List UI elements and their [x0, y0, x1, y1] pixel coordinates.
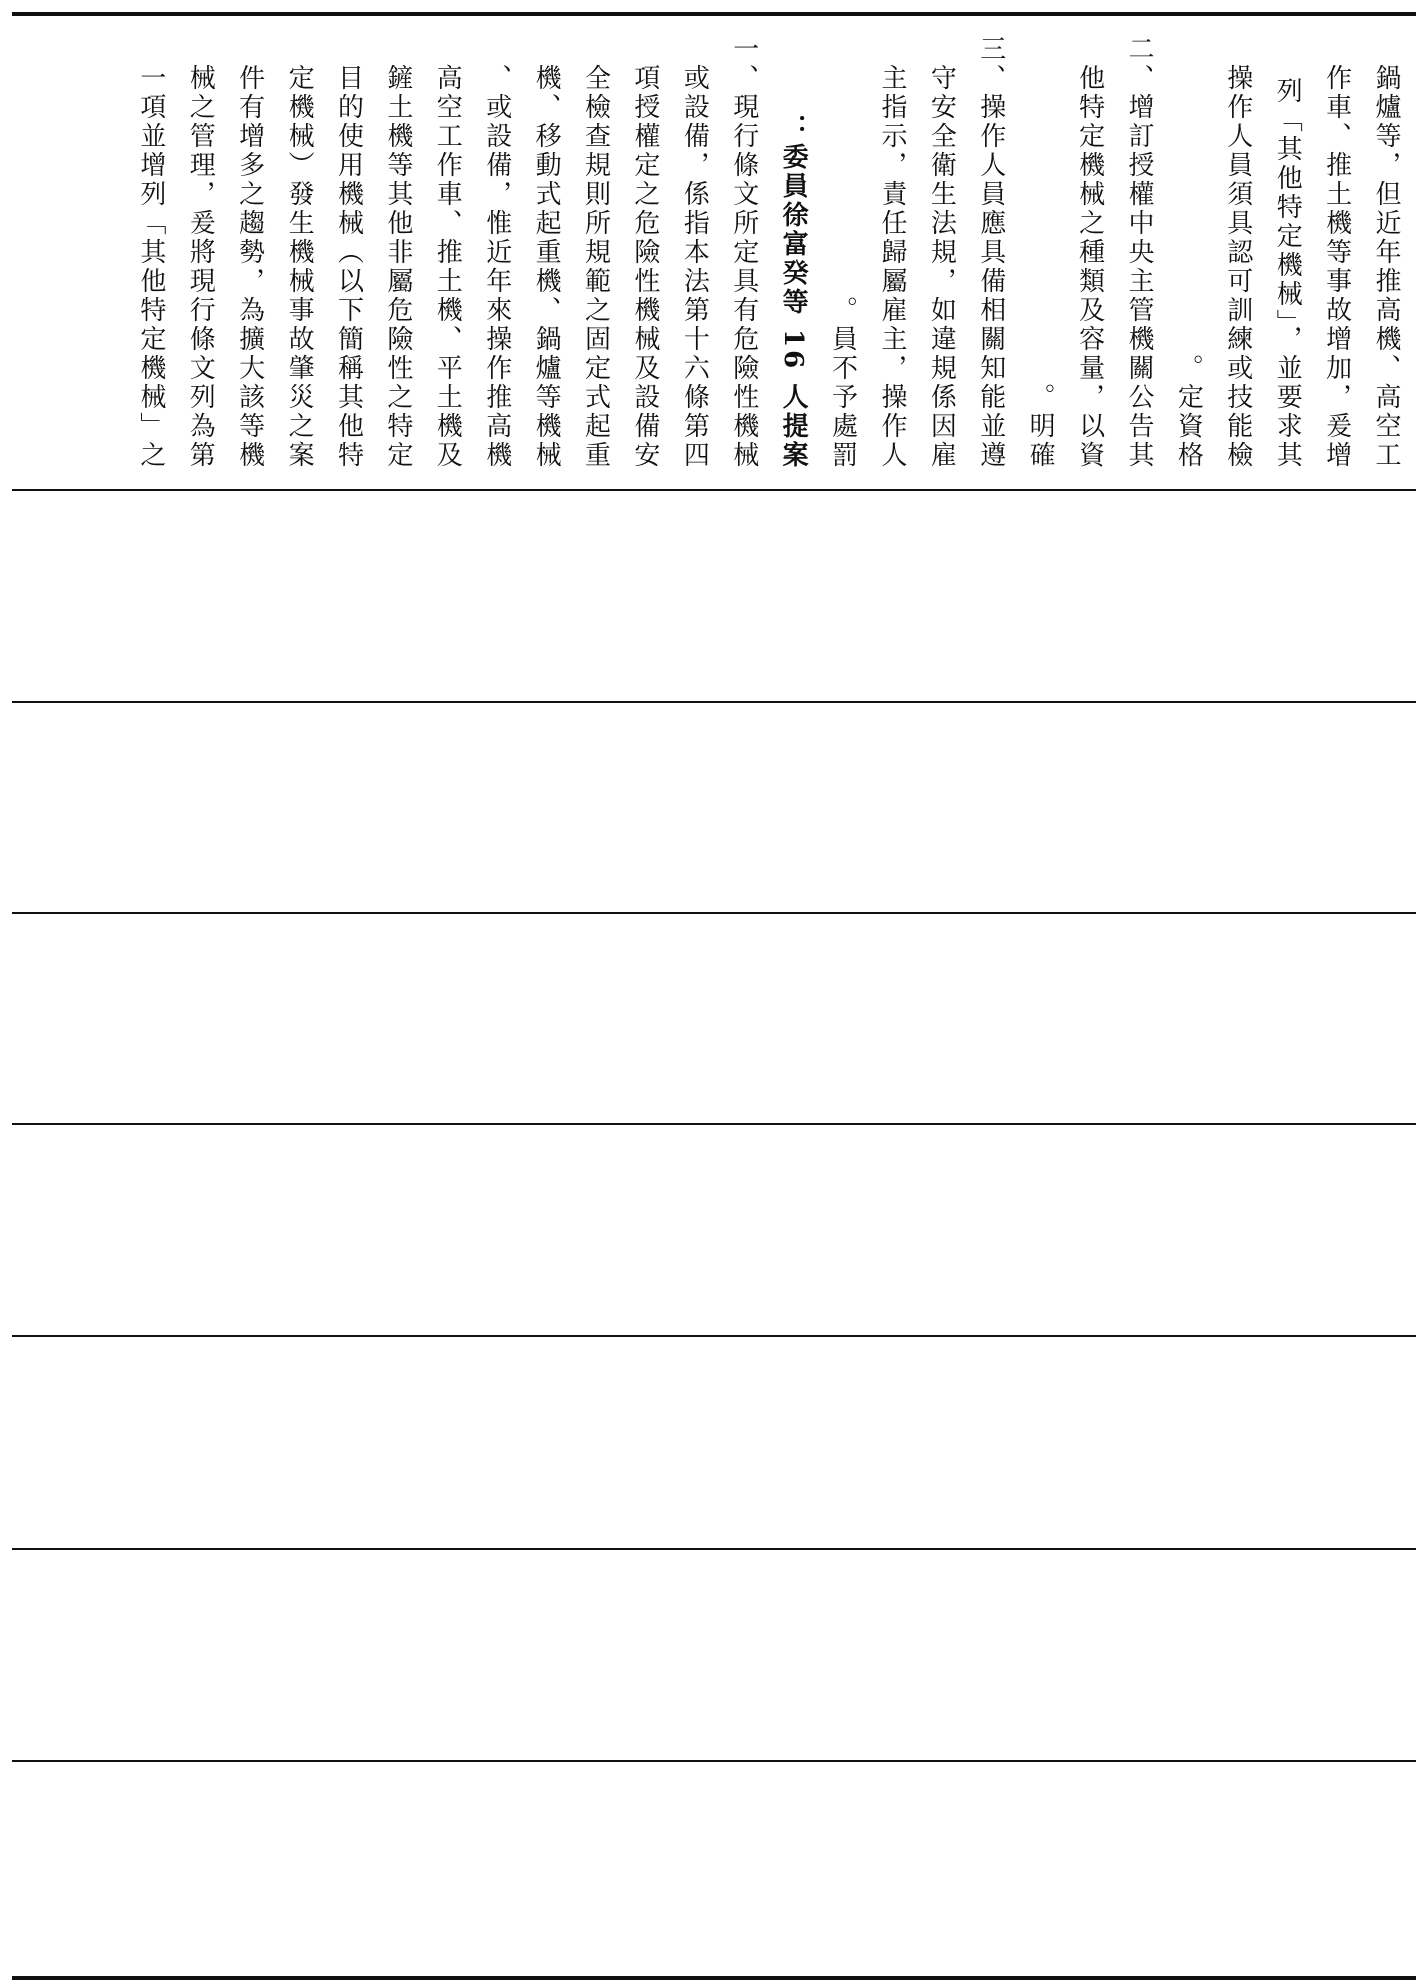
top-border [12, 12, 1416, 16]
empty-cell [12, 1550, 1416, 1760]
text-line: 操作人員須具認可訓練或技能檢 [1222, 64, 1253, 470]
text-line: 員不予處罰。 [827, 296, 858, 470]
text-line: 定機械）發生機械事故肇災之案 [284, 64, 315, 470]
text-line: 他特定機械之種類及容量，以資 [1074, 64, 1105, 470]
text-line: 鍋爐等，但近年推高機、高空工 [1371, 64, 1401, 470]
empty-cell [12, 703, 1416, 912]
bottom-border [12, 1976, 1416, 1980]
text-line: 或設備，惟近年來操作推高機、 [481, 64, 512, 470]
empty-cell [12, 491, 1416, 701]
text-line: 主指示，責任歸屬雇主，操作人 [876, 64, 907, 470]
text-line: 高空工作車、推土機、平土機及 [432, 64, 463, 470]
text-line: 定資格。 [1173, 354, 1204, 470]
text-line: 一、現行條文所定具有危險性機械 [728, 35, 759, 470]
empty-cell [12, 914, 1416, 1123]
text-line: 或設備，係指本法第十六條第四 [679, 64, 710, 470]
text-line: 械之管理，爰將現行條文列為第 [185, 64, 216, 470]
text-line: 件有增多之趨勢，為擴大該等機 [234, 64, 265, 470]
text-line: 全檢查規則所規範之固定式起重 [580, 64, 611, 470]
proposal-heading: 委員徐富癸等 16 人提案： [778, 113, 809, 470]
text-line: 項授權定之危險性機械及設備安 [629, 64, 660, 470]
text-line: 二、增訂授權中央主管機關公告其 [1123, 35, 1154, 470]
text-line: 三、操作人員應具備相關知能並遵 [975, 35, 1006, 470]
text-line: 機、移動式起重機、鍋爐等機械 [531, 64, 562, 470]
empty-cell [12, 1762, 1416, 1976]
explanation-text-block [28, 22, 1410, 470]
text-line: 一項並增列「其他特定機械」之 [135, 64, 166, 470]
empty-cell [12, 1337, 1416, 1548]
empty-cell [12, 1125, 1416, 1335]
text-line: 鏟土機等其他非屬危險性之特定 [382, 64, 413, 470]
text-line: 目的使用機械（以下簡稱其他特 [333, 64, 364, 470]
text-line: 作車、推土機等事故增加，爰增 [1321, 64, 1352, 470]
text-line: 明確。 [1025, 383, 1056, 470]
text-line: 列「其他特定機械」，並要求其 [1272, 77, 1303, 470]
text-line: 守安全衛生法規，如違規係因雇 [926, 64, 957, 470]
